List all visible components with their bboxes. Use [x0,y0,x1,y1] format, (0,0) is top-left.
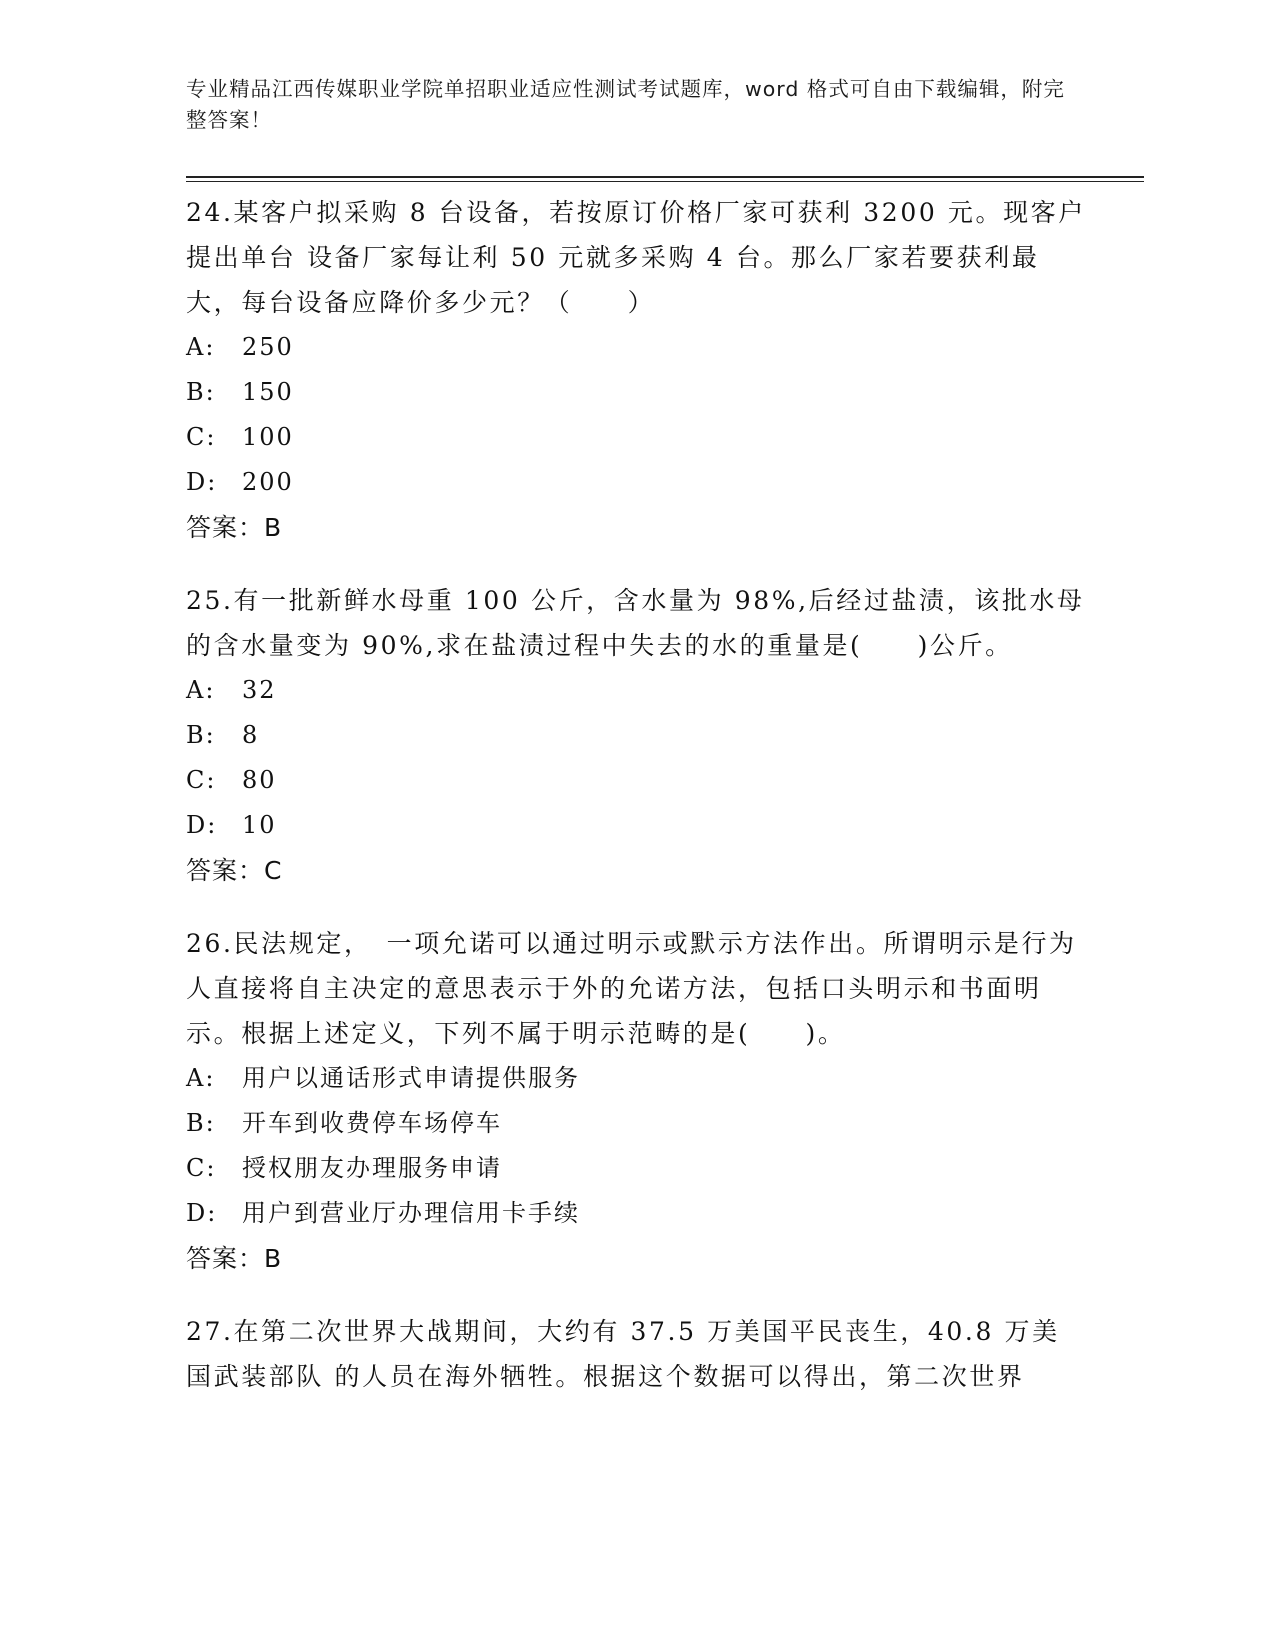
answer-line: 答案：B [186,513,283,542]
header-rule-thin [186,181,1144,182]
option-a [186,1056,1086,1101]
option-value: 32 [242,676,277,704]
document-header: 专业精品江西传媒职业学院单招职业适应性测试考试题库，word 格式可自由下载编辑，附完整答案！ [186,77,1065,132]
question-text: 27.在第二次世界大战期间，大约有 37.5 万美国平民丧生，40.8 万美国武装部队 的人员在海外牺牲。根据这个数据可以得出，第二次世界 [186,1317,1060,1391]
option-a [186,668,1086,713]
question-27 [186,1309,1086,1399]
option-value: 80 [242,766,277,794]
option-a [186,325,1086,370]
answer-line: 答案：B [186,1244,283,1273]
option-letter: D: [186,1199,218,1227]
question-26 [186,921,1086,1281]
option-b [186,370,1086,415]
option-c [186,1146,1086,1191]
option-b [186,1101,1086,1146]
answer-line: 答案：C [186,856,283,885]
option-letter: B: [186,1109,216,1137]
option-letter: D: [186,468,218,496]
option-letter: A: [186,1064,216,1092]
option-letter: D: [186,811,218,839]
option-d [186,803,1086,848]
option-value: 10 [242,811,277,839]
option-letter: C: [186,766,217,794]
question-text: 24.某客户拟采购 8 台设备，若按原订价格厂家可获利 3200 元。现客户提出单台 设备厂家每让利 50 元就多采购 4 台。那么厂家若要获利最大，每台设备应降价多少元？（ ） [186,198,1086,317]
option-value: 8 [242,721,260,749]
option-letter: C: [186,423,217,451]
option-value: 250 [242,333,294,361]
option-letter: C: [186,1154,217,1182]
question-25 [186,578,1086,893]
option-d [186,460,1086,505]
option-c [186,758,1086,803]
option-b [186,713,1086,758]
option-value: 200 [242,468,294,496]
option-letter: A: [186,676,216,704]
option-value: 用户以通话形式申请提供服务 [242,1064,580,1092]
option-letter: B: [186,378,216,406]
question-text: 26.民法规定， 一项允诺可以通过明示或默示方法作出。所谓明示是行为人直接将自主决定的意思表示于外的允诺方法，包括口头明示和书面明示。根据上述定义，下列不属于明示范畴的是( )。 [186,929,1077,1048]
question-text: 25.有一批新鲜水母重 100 公斤，含水量为 98%,后经过盐渍，该批水母的含水量变为 90%,求在盐渍过程中失去的水的重量是( )公斤。 [186,586,1085,660]
option-letter: B: [186,721,216,749]
question-list [186,190,1086,1427]
option-value: 100 [242,423,294,451]
option-value: 用户到营业厅办理信用卡手续 [242,1199,580,1227]
question-24 [186,190,1086,550]
option-value: 开车到收费停车场停车 [242,1109,502,1137]
option-value: 授权朋友办理服务申请 [242,1154,502,1182]
option-c [186,415,1086,460]
option-letter: A: [186,333,216,361]
header-rule-thick [186,176,1144,178]
option-value: 150 [242,378,294,406]
option-d [186,1191,1086,1236]
